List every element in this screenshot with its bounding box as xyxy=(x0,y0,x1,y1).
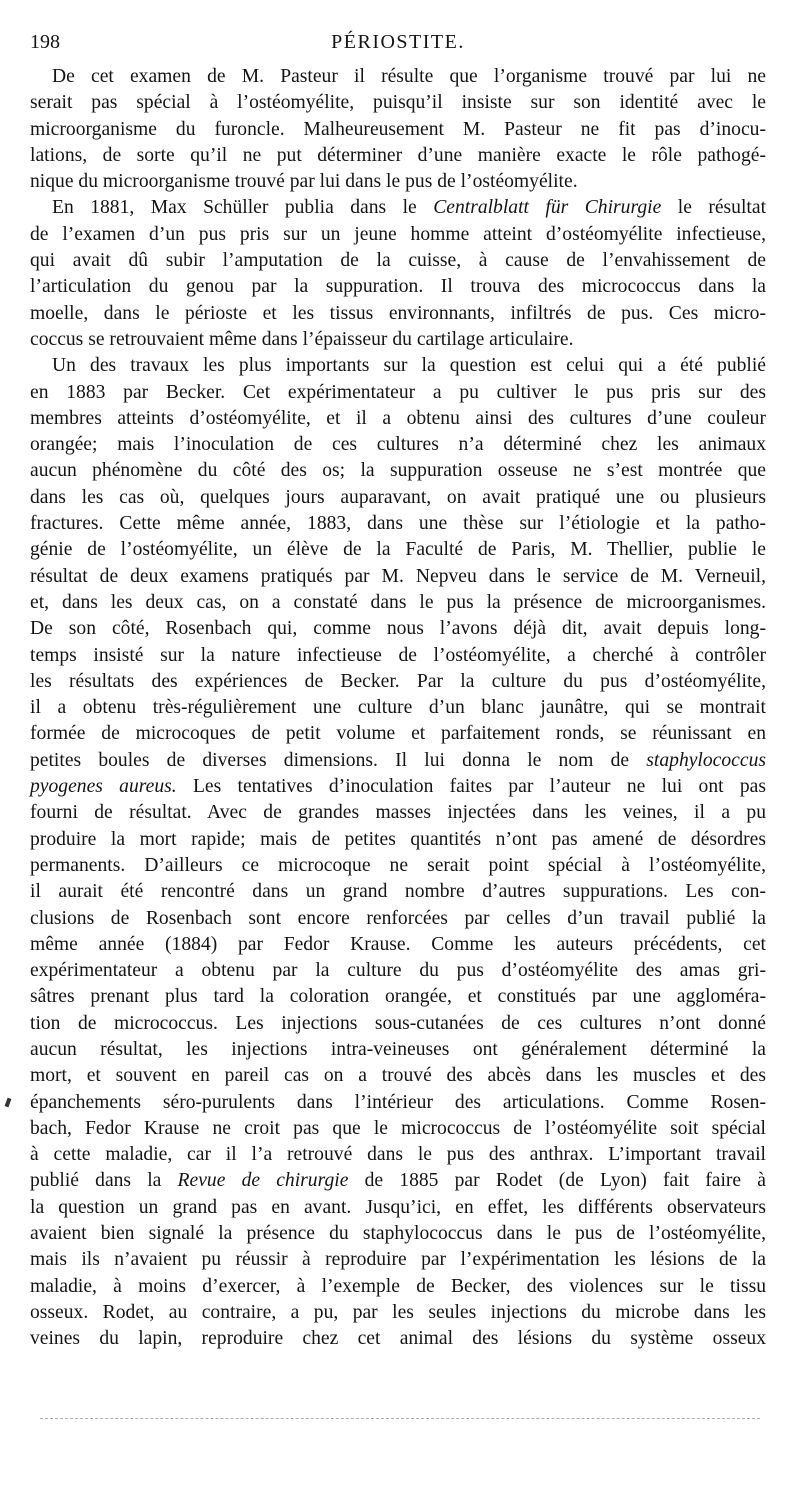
body-text xyxy=(30,64,766,1353)
text-line: il aurait été rencontré dans un grand nombre d’autres suppurations. Les con- xyxy=(30,881,766,903)
text-line: génie de l’ostéomyélite, un élève de la Faculté de Paris, M. Thellier, publie le xyxy=(30,539,766,561)
text-line xyxy=(30,195,766,221)
text-line: mais ils n’avaient pu réussir à reproduire par l’expérimentation les lésions de la xyxy=(30,1249,766,1271)
text-line: formée de microcoques de petit volume et parfaitement ronds, se réunissant en xyxy=(30,723,766,745)
text-line: il a obtenu très-régulièrement une culture d’un blanc jaunâtre, qui se montrait xyxy=(30,697,766,719)
text-line: l’articulation du genou par la suppuration. Il trouva des micrococcus dans la xyxy=(30,276,766,298)
text-line: fourni de résultat. Avec de grandes masses injectées dans les veines, il a pu xyxy=(30,802,766,824)
italic-title: Revue de chirurgie xyxy=(177,1170,349,1192)
text-run: Les tentatives d’inoculation faites par l’auteur ne lui ont pas xyxy=(176,776,766,798)
text-line: membres atteints d’ostéomyélite, et il a obtenu ainsi des cultures d’une couleur xyxy=(30,407,766,429)
text-line: microorganisme du furoncle. Malheureusement M. Pasteur ne fit pas d’inocu- xyxy=(30,118,766,140)
text-line: permanents. D’ailleurs ce microcoque ne serait point spécial à l’ostéomyélite, xyxy=(30,854,766,876)
text-line: épanchements séro-purulents dans l’intérieur des articulations. Comme Rosen- xyxy=(30,1091,766,1113)
text-line xyxy=(30,774,766,800)
text-line: aucun phénomène du côté des os; la suppuration osseuse ne s’est montrée que xyxy=(30,460,766,482)
text-line: la question un grand pas en avant. Jusqu’ici, en effet, les différents observateurs xyxy=(30,1196,766,1218)
text-line: mort, et souvent en pareil cas on a trouvé des abcès dans les muscles et des xyxy=(30,1065,766,1087)
text-line: même année (1884) par Fedor Krause. Comme les auteurs précédents, cet xyxy=(30,933,766,955)
text-line: Un des travaux les plus importants sur la question est celui qui a été publié xyxy=(52,355,766,377)
text-line: De cet examen de M. Pasteur il résulte que l’organisme trouvé par lui ne xyxy=(52,66,766,87)
text-line: aucun résultat, les injections intra-veineuses ont généralement déterminé la xyxy=(30,1038,766,1060)
text-line: de l’examen d’un pus pris sur un jeune homme atteint d’ostéomyélite infectieuse, xyxy=(30,223,766,245)
text-line xyxy=(30,1168,766,1194)
page-header xyxy=(30,30,766,54)
text-line: osseux. Rodet, au contraire, a pu, par les seules injections du microbe dans les xyxy=(30,1301,766,1323)
text-line: tion de micrococcus. Les injections sous-cutanées de ces cultures n’ont donné xyxy=(30,1012,766,1034)
text-line: bach, Fedor Krause ne croit pas que le micrococcus de l’ostéomyélite soit spécial xyxy=(30,1117,766,1139)
text-line: coccus se retrouvaient même dans l’épaisseur du cartilage articulaire. xyxy=(30,328,574,350)
text-line: lations, de sorte qu’il ne put déterminer d’une manière exacte le rôle pathogé- xyxy=(30,144,766,166)
text-line: orangée; mais l’inoculation de ces cultures n’a déterminé chez les animaux xyxy=(30,434,766,456)
text-run: le résultat xyxy=(661,197,767,219)
text-line: temps insisté sur la nature infectieuse de l’ostéomyélite, a cherché à contrôler xyxy=(30,644,766,666)
text-line: fractures. Cette même année, 1883, dans une thèse sur l’étiologie et la patho- xyxy=(30,513,766,535)
text-run: publié dans la xyxy=(30,1170,178,1192)
page-number: 198 xyxy=(30,31,60,53)
dotted-rule xyxy=(40,1418,760,1419)
text-run: petites boules de diverses dimensions. Il lui donna le nom de xyxy=(30,749,647,771)
text-line xyxy=(30,748,766,774)
text-line: et, dans les deux cas, on a constaté dans le pus la présence de microorganismes. xyxy=(30,591,766,613)
text-line: en 1883 par Becker. Cet expérimentateur a pu cultiver le pus pris sur des xyxy=(30,381,766,403)
text-line: expérimentateur a obtenu par la culture du pus d’ostéomyélite des amas gri- xyxy=(30,960,766,982)
running-title: PÉRIOSTITE. xyxy=(331,31,465,53)
text-line: produire la mort rapide; mais de petites quantités n’ont pas amené de désordres xyxy=(30,828,766,850)
text-run: de 1885 par Rodet (de Lyon) fait faire à xyxy=(348,1170,766,1192)
text-line: maladie, à moins d’exercer, à l’exemple de Becker, des violences sur le tissu xyxy=(30,1275,766,1297)
text-line: à cette maladie, car il l’a retrouvé dans le pus des anthrax. L’important travail xyxy=(30,1144,766,1166)
italic-title: staphylococcus xyxy=(646,749,766,771)
italic-title: pyogenes aureus. xyxy=(30,776,177,798)
italic-title: Centralblatt für Chirurgie xyxy=(433,197,662,219)
text-line: qui avait dû subir l’amputation de la cuisse, à cause de l’envahissement de xyxy=(30,250,766,272)
text-line: dans les cas où, quelques jours auparavant, on avait pratiqué une ou plusieurs xyxy=(30,486,766,508)
stray-ink-mark xyxy=(5,1098,12,1108)
text-line: moelle, dans le périoste et les tissus environnants, infiltrés de pus. Ces micro- xyxy=(30,302,766,324)
text-line: avaient bien signalé la présence du staphylococcus dans le pus de l’ostéomyélite, xyxy=(30,1223,766,1245)
text-line: sâtres prenant plus tard la coloration orangée, et constitués par une aggloméra- xyxy=(30,986,766,1008)
text-line: résultat de deux examens pratiqués par M. Nepveu dans le service de M. Verneuil, xyxy=(30,565,766,587)
text-run: En 1881, Max Schüller publia dans le xyxy=(52,197,434,219)
text-line: clusions de Rosenbach sont encore renforcées par celles d’un travail publié la xyxy=(30,907,766,929)
text-line: les résultats des expériences de Becker. Par la culture du pus d’ostéomyélite, xyxy=(30,670,766,692)
text-line: serait pas spécial à l’ostéomyélite, puisqu’il insiste sur son identité avec le xyxy=(30,92,766,114)
text-line: De son côté, Rosenbach qui, comme nous l’avons déjà dit, avait depuis long- xyxy=(30,618,766,640)
text-line: nique du microorganisme trouvé par lui dans le pus de l’ostéomyélite. xyxy=(30,171,578,193)
text-line: veines du lapin, reproduire chez cet animal des lésions du système osseux xyxy=(30,1328,766,1350)
